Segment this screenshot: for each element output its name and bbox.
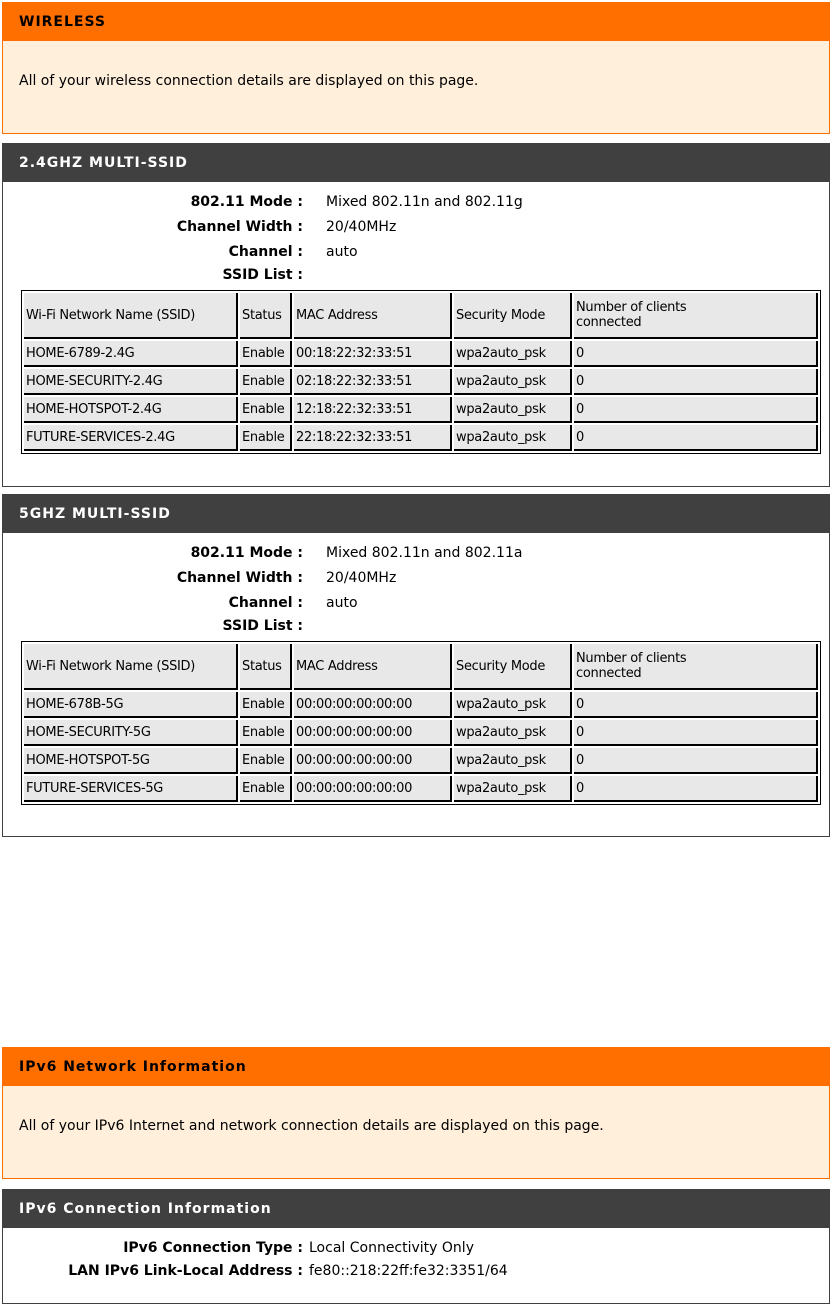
cell-clients: 0 (574, 397, 818, 423)
wireless-description: All of your wireless connection details are displayed on this page. (19, 73, 479, 89)
cell-clients: 0 (574, 692, 818, 718)
band5-mode-label: 802.11 Mode : (190, 545, 303, 561)
band24-ssid-table (21, 290, 821, 454)
header-clients (574, 644, 818, 690)
header-mac: MAC Address (294, 293, 452, 339)
band5-panel (2, 494, 830, 837)
cell-ssid: HOME-6789-2.4G (24, 341, 238, 367)
ipv6-info-description: All of your IPv6 Internet and network connection details are displayed on this page. (19, 1118, 604, 1134)
ipv6-lla-label: LAN IPv6 Link-Local Address : (68, 1263, 303, 1279)
cell-status: Enable (240, 692, 292, 718)
cell-security: wpa2auto_psk (454, 397, 572, 423)
band5-width-label: Channel Width : (176, 570, 303, 586)
cell-status: Enable (240, 748, 292, 774)
table-row (24, 397, 818, 423)
cell-clients: 0 (574, 341, 818, 367)
cell-status: Enable (240, 341, 292, 367)
ipv6-type-value: Local Connectivity Only (309, 1240, 474, 1256)
wireless-title: WIRELESS (3, 3, 829, 41)
wireless-panel (2, 2, 830, 134)
header-mac: MAC Address (294, 644, 452, 690)
ipv6-conn-panel (2, 1189, 830, 1304)
header-status: Status (240, 293, 292, 339)
table-row (24, 748, 818, 774)
cell-clients: 0 (574, 369, 818, 395)
band24-mode-value: Mixed 802.11n and 802.11g (326, 194, 523, 210)
ipv6-info-panel (2, 1047, 830, 1179)
header-security: Security Mode (454, 293, 572, 339)
header-status: Status (240, 644, 292, 690)
table-row (24, 720, 818, 746)
ipv6-conn-title: IPv6 Connection Information (3, 1190, 829, 1228)
band24-mode-label: 802.11 Mode : (190, 194, 303, 210)
band5-channel-value: auto (326, 595, 358, 611)
band5-mode-value: Mixed 802.11n and 802.11a (326, 545, 523, 561)
ipv6-info-title: IPv6 Network Information (3, 1048, 829, 1086)
header-clients-text: Number of clients connected (576, 651, 687, 681)
table-row (24, 369, 818, 395)
cell-clients: 0 (574, 776, 818, 802)
table-row (24, 692, 818, 718)
header-security: Security Mode (454, 644, 572, 690)
table-row (24, 425, 818, 451)
cell-security: wpa2auto_psk (454, 748, 572, 774)
cell-security: wpa2auto_psk (454, 369, 572, 395)
band24-channel-value: auto (326, 244, 358, 260)
table-row (24, 776, 818, 802)
band24-width-value: 20/40MHz (326, 219, 397, 235)
ipv6-type-label: IPv6 Connection Type : (123, 1240, 303, 1256)
cell-security: wpa2auto_psk (454, 425, 572, 451)
cell-mac: 00:00:00:00:00:00 (294, 720, 452, 746)
cell-ssid: HOME-HOTSPOT-2.4G (24, 397, 238, 423)
band24-ssid-list-label: SSID List : (222, 267, 303, 283)
band5-ssid-table (21, 641, 821, 805)
cell-status: Enable (240, 397, 292, 423)
cell-ssid: HOME-SECURITY-5G (24, 720, 238, 746)
cell-mac: 00:18:22:32:33:51 (294, 341, 452, 367)
cell-clients: 0 (574, 748, 818, 774)
cell-mac: 12:18:22:32:33:51 (294, 397, 452, 423)
header-ssid: Wi-Fi Network Name (SSID) (24, 644, 238, 690)
cell-mac: 02:18:22:32:33:51 (294, 369, 452, 395)
band5-ssid-list-label: SSID List : (222, 618, 303, 634)
band5-width-value: 20/40MHz (326, 570, 397, 586)
header-clients-text: Number of clients connected (576, 300, 687, 330)
cell-status: Enable (240, 720, 292, 746)
header-ssid: Wi-Fi Network Name (SSID) (24, 293, 238, 339)
header-clients (574, 293, 818, 339)
cell-mac: 22:18:22:32:33:51 (294, 425, 452, 451)
cell-mac: 00:00:00:00:00:00 (294, 692, 452, 718)
cell-ssid: FUTURE-SERVICES-2.4G (24, 425, 238, 451)
cell-mac: 00:00:00:00:00:00 (294, 776, 452, 802)
table-header-row (24, 644, 818, 690)
band24-title: 2.4GHZ MULTI-SSID (3, 144, 829, 182)
band24-channel-label: Channel : (228, 244, 303, 260)
cell-security: wpa2auto_psk (454, 720, 572, 746)
cell-ssid: HOME-HOTSPOT-5G (24, 748, 238, 774)
band5-title: 5GHZ MULTI-SSID (3, 495, 829, 533)
cell-status: Enable (240, 776, 292, 802)
cell-clients: 0 (574, 425, 818, 451)
cell-ssid: HOME-678B-5G (24, 692, 238, 718)
cell-mac: 00:00:00:00:00:00 (294, 748, 452, 774)
cell-security: wpa2auto_psk (454, 341, 572, 367)
band24-panel (2, 143, 830, 487)
cell-ssid: HOME-SECURITY-2.4G (24, 369, 238, 395)
cell-security: wpa2auto_psk (454, 692, 572, 718)
cell-clients: 0 (574, 720, 818, 746)
cell-status: Enable (240, 425, 292, 451)
cell-status: Enable (240, 369, 292, 395)
table-header-row (24, 293, 818, 339)
cell-ssid: FUTURE-SERVICES-5G (24, 776, 238, 802)
ipv6-lla-value: fe80::218:22ff:fe32:3351/64 (309, 1263, 508, 1279)
band24-width-label: Channel Width : (176, 219, 303, 235)
cell-security: wpa2auto_psk (454, 776, 572, 802)
table-row (24, 341, 818, 367)
band5-channel-label: Channel : (228, 595, 303, 611)
